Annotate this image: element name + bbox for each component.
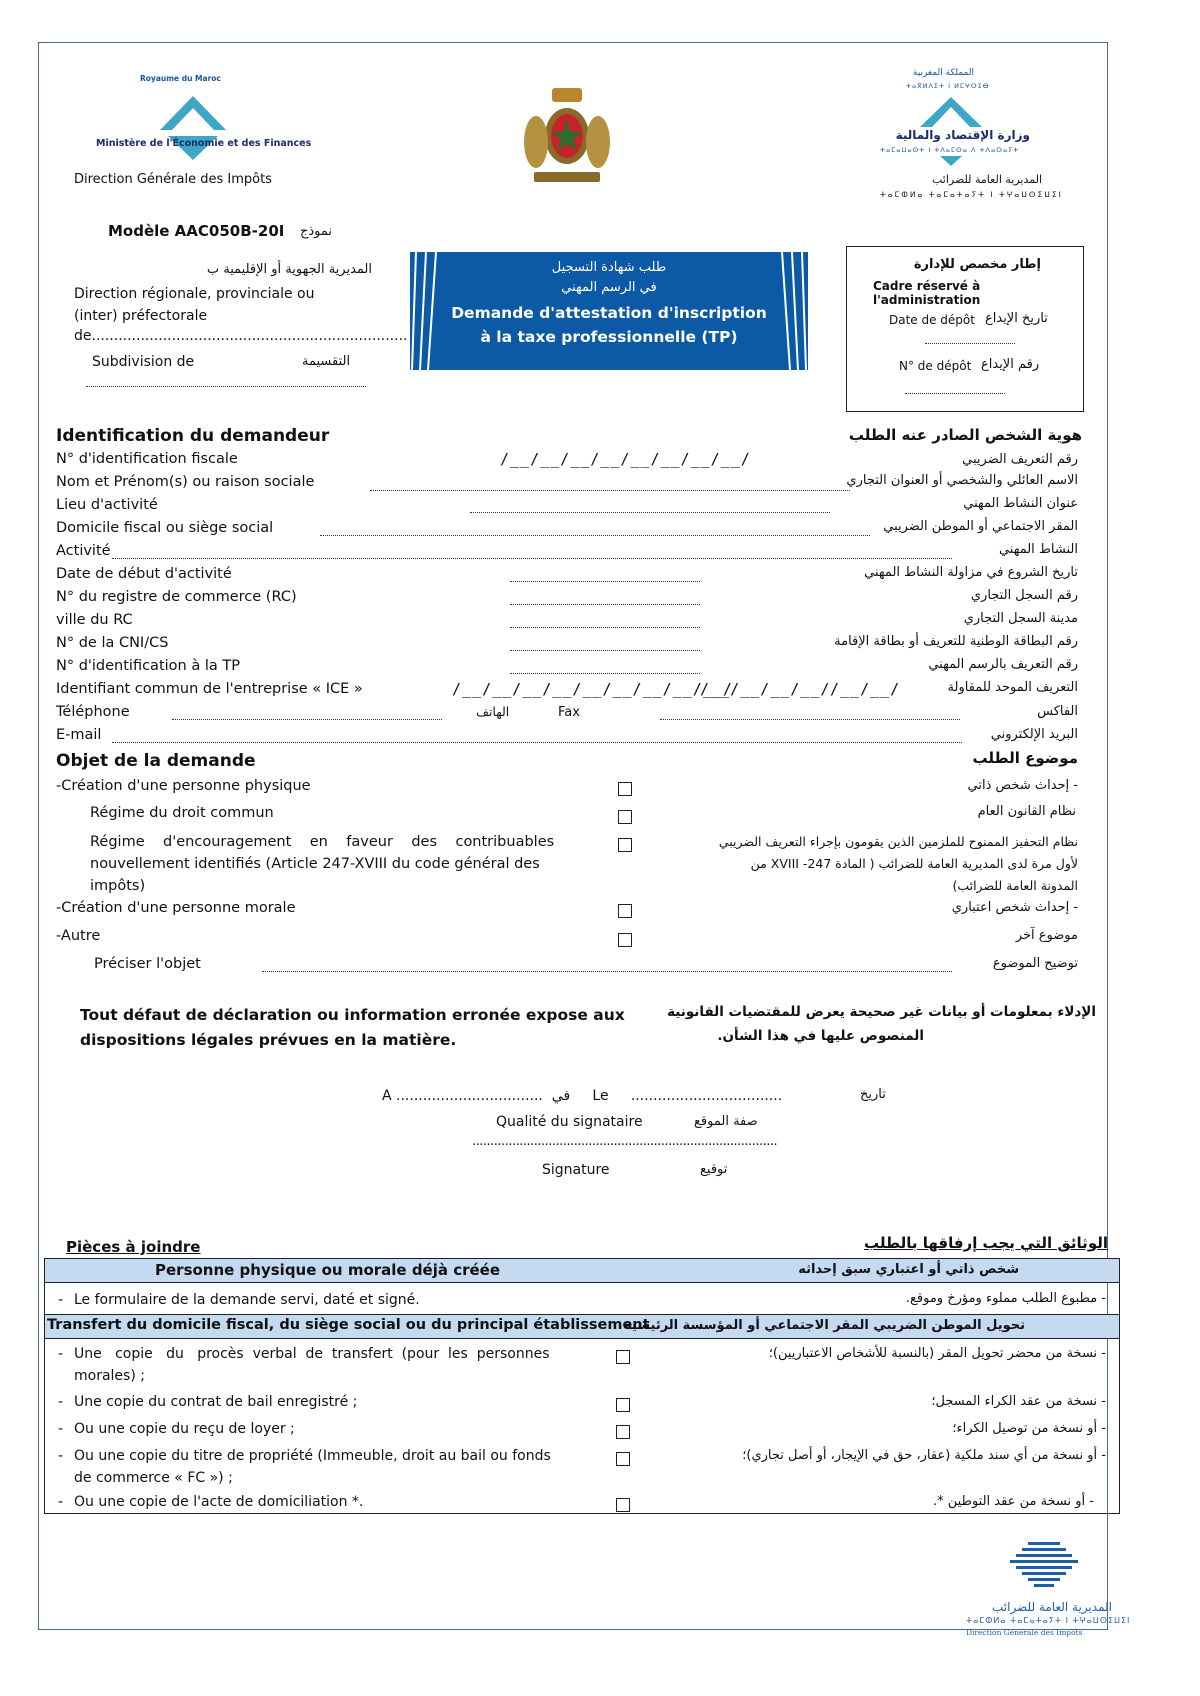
direction-fr-line3[interactable]: de....................................................................... bbox=[74, 328, 408, 344]
pieces-dash: - bbox=[58, 1394, 64, 1410]
objet-autre-ar: موضوع آخر bbox=[1015, 928, 1078, 943]
pieces-bail-line1: Une copie du contrat de bail enregistré ; bbox=[74, 1394, 358, 1410]
pieces-domiciliation-ar: - أو نسخة من عقد التوطين *. bbox=[933, 1494, 1094, 1509]
signature-ar: توقيع bbox=[700, 1162, 728, 1177]
objet-encouragement-ar-line1: نظام التحفيز الممنوح للملزمين الذين يقومون بإجراء التعريف الضريبي bbox=[718, 834, 1078, 849]
pieces-dash: - bbox=[58, 1421, 64, 1437]
field-phone-label: Téléphone bbox=[56, 704, 130, 720]
field-ville-rc-ar: مدينة السجل التجاري bbox=[963, 611, 1078, 626]
coat-of-arms-icon bbox=[522, 84, 612, 190]
admin-title-fr: Cadre réservé à l'administration bbox=[873, 279, 981, 307]
left-ministry: Ministère de l'Économie et des Finances bbox=[96, 138, 312, 149]
field-lieu-input[interactable] bbox=[470, 512, 830, 513]
pieces-section1-ar: شخص ذاتي أو اعتباري سبق إحداثه bbox=[798, 1262, 1019, 1277]
pieces-row1-ar: - مطبوع الطلب مملوء ومؤرخ وموقع. bbox=[905, 1291, 1106, 1306]
title-fr-line2: à la taxe professionnelle (TP) bbox=[480, 328, 738, 346]
footer-tif: ⵜⴰⵎⵀⵍⴰ ⵜⴰⵎⴰⵜⴰⵢⵜ ⵏ ⵜⵖⴰⵡⵙⵉⵡⵉⵏ bbox=[966, 1616, 1131, 1625]
objet-title-ar: موضوع الطلب bbox=[972, 749, 1078, 767]
subdivision-dots[interactable] bbox=[86, 386, 366, 387]
field-ville-rc-input[interactable] bbox=[510, 627, 700, 628]
field-rc-ar: رقم السجل التجاري bbox=[970, 588, 1078, 603]
admin-title-ar: إطار مخصص للإدارة bbox=[913, 257, 1041, 272]
dgi-left-logo bbox=[148, 92, 238, 162]
field-tp-ar: رقم التعريف بالرسم المهني bbox=[928, 657, 1078, 672]
pieces-section1-header bbox=[45, 1259, 1119, 1283]
field-date-debut-label: Date de début d'activité bbox=[56, 566, 232, 582]
pieces-dash: - bbox=[58, 1448, 64, 1464]
objet-title-fr: Objet de la demande bbox=[56, 751, 256, 771]
field-cni-label: N° de la CNI/CS bbox=[56, 635, 169, 651]
right-small-triangle-icon bbox=[938, 154, 964, 168]
pieces-dash: - bbox=[58, 1494, 64, 1510]
field-date-debut-ar: تاريخ الشروع في مزاولة النشاط المهني bbox=[864, 565, 1078, 580]
objet-autre-label: -Autre bbox=[56, 928, 101, 944]
footer-fr: Direction Générale des Impôts bbox=[966, 1628, 1083, 1637]
pieces-pv-line2: morales) ; bbox=[74, 1368, 145, 1384]
identification-title-ar: هوية الشخص الصادر عنه الطلب bbox=[848, 426, 1082, 444]
field-name-ar: الاسم العائلي والشخصي أو العنوان التجاري bbox=[846, 473, 1078, 488]
admin-num-fr: N° de dépôt bbox=[899, 359, 972, 373]
field-fax-input[interactable] bbox=[660, 719, 960, 720]
pieces-bail-checkbox[interactable] bbox=[616, 1398, 630, 1412]
field-tp-input[interactable] bbox=[510, 673, 700, 674]
objet-droit-commun-ar: نظام القانون العام bbox=[977, 804, 1076, 819]
objet-preciser-label: Préciser l'objet bbox=[94, 956, 201, 972]
field-email-label: E-mail bbox=[56, 727, 102, 743]
objet-encouragement-line1: Régime d'encouragement en faveur des contribuables bbox=[90, 834, 555, 850]
subdivision-fr: Subdivision de bbox=[92, 354, 195, 370]
left-dgi: Direction Générale des Impôts bbox=[74, 172, 272, 187]
field-fax-ar: الفاكس bbox=[1037, 704, 1078, 719]
admin-date-ar: تاريخ الإيداع bbox=[985, 311, 1048, 326]
right-ministry-ar: وزارة الإقتصاد والمالية bbox=[895, 128, 1030, 142]
signature-place-date[interactable]: A ................................. في Le .................................. bbox=[382, 1088, 783, 1104]
right-kingdom-tif: ⵜⴰⴳⵍⴷⵉⵜ ⵏ ⵍⵎⵖⵔⵉⴱ bbox=[906, 82, 990, 90]
pieces-loyer-checkbox[interactable] bbox=[616, 1425, 630, 1439]
dgi-footer-logo bbox=[1004, 1540, 1084, 1604]
field-email-input[interactable] bbox=[112, 742, 962, 743]
dgi-right-logo bbox=[910, 95, 992, 129]
right-dgi-ar: المديرية العامة للضرائب bbox=[932, 173, 1042, 186]
field-date-debut-input[interactable] bbox=[510, 581, 700, 582]
right-kingdom-ar: المملكة المغربية bbox=[912, 68, 974, 78]
title-box bbox=[410, 252, 808, 370]
pieces-pv-ar: - نسخة من محضر تحويل المقر (بالنسبة للأشخاص الاعتباريين)؛ bbox=[768, 1346, 1106, 1361]
title-ar-line2: في الرسم المهني bbox=[561, 280, 657, 295]
pieces-row1-dash: - bbox=[58, 1292, 64, 1308]
field-domicile-label: Domicile fiscal ou siège social bbox=[56, 520, 274, 536]
pieces-dash: - bbox=[58, 1346, 64, 1362]
model-ar: نموذج bbox=[300, 224, 333, 239]
field-lieu-label: Lieu d'activité bbox=[56, 497, 158, 513]
pieces-loyer-line1: Ou une copie du reçu de loyer ; bbox=[74, 1421, 295, 1437]
pieces-pv-line1: Une copie du procès verbal de transfert (pour les personnes bbox=[74, 1346, 550, 1362]
signature-fr: Signature bbox=[542, 1162, 610, 1178]
objet-droit-commun-checkbox[interactable] bbox=[618, 810, 632, 824]
pieces-domiciliation-line1: Ou une copie de l'acte de domiciliation *. bbox=[74, 1494, 364, 1510]
pieces-propriete-line2: de commerce « FC ») ; bbox=[74, 1470, 233, 1486]
right-dgi-tif: ⵜⴰⵎⵀⵍⴰ ⵜⴰⵎⴰⵜⴰⵢⵜ ⵏ ⵜⵖⴰⵡⵙⵉⵡⵉⵏ bbox=[880, 190, 1063, 199]
objet-morale-checkbox[interactable] bbox=[618, 904, 632, 918]
field-cni-input[interactable] bbox=[510, 650, 700, 651]
signature-date-ar: تاريخ bbox=[860, 1087, 886, 1102]
objet-encouragement-ar-line2: لأول مرة لدى المديرية العامة للضرائب ( المادة 247- XVIII من bbox=[750, 856, 1078, 871]
signature-qualite-fr: Qualité du signataire bbox=[496, 1114, 643, 1130]
field-phone-input[interactable] bbox=[172, 719, 442, 720]
pieces-section1-fr: Personne physique ou morale déjà créée bbox=[155, 1261, 501, 1279]
field-fiscal-id-ar: رقم التعريف الضريبي bbox=[962, 452, 1078, 467]
field-tp-label: N° d'identification à la TP bbox=[56, 658, 240, 674]
objet-preciser-input[interactable] bbox=[262, 971, 952, 972]
pieces-section2-fr: Transfert du domicile fiscal, du siège social ou du principal établissement bbox=[47, 1317, 650, 1333]
signature-qualite-dots[interactable]: .................................................................................... bbox=[472, 1134, 778, 1149]
direction-ar: المديرية الجهوية أو الإقليمية ب bbox=[206, 262, 372, 277]
pieces-section2-header bbox=[45, 1315, 1119, 1339]
field-fax-label: Fax bbox=[558, 705, 580, 720]
field-phone-ar: الهاتف bbox=[476, 704, 510, 719]
admin-num-dots[interactable] bbox=[905, 393, 1005, 394]
admin-num-ar: رقم الإيداع bbox=[981, 357, 1040, 372]
field-ice-label: Identifiant commun de l'entreprise « ICE » bbox=[56, 681, 363, 697]
field-activite-input[interactable] bbox=[112, 558, 952, 559]
direction-fr-line1: Direction régionale, provinciale ou bbox=[74, 286, 315, 302]
direction-fr-line2: (inter) préfectorale bbox=[74, 308, 208, 324]
title-ar-line1: طلب شهادة التسجيل bbox=[551, 260, 667, 275]
objet-encouragement-line3: impôts) bbox=[90, 878, 146, 894]
warning-fr-line1: Tout défaut de déclaration ou information erronée expose aux bbox=[80, 1006, 625, 1024]
admin-date-dots[interactable] bbox=[925, 343, 1015, 344]
field-ice-input-1[interactable]: /__/__/__/__/__/__/__/__/__/ bbox=[452, 680, 733, 698]
pieces-row1-fr: Le formulaire de la demande servi, daté et signé. bbox=[74, 1292, 420, 1308]
model-code: Modèle AAC050B-20I bbox=[108, 222, 285, 240]
pieces-title-ar: الوثائق التي يجب إرفاقها بالطلب bbox=[864, 1234, 1108, 1252]
field-ice-ar: التعريف الموحد للمقاولة bbox=[947, 680, 1078, 695]
pieces-title-fr: Pièces à joindre bbox=[66, 1238, 201, 1256]
field-ice-input-3[interactable]: /__/__/ bbox=[830, 680, 901, 698]
title-fr-line1: Demande d'attestation d'inscription bbox=[451, 304, 767, 322]
field-fiscal-id-input[interactable]: /__/__/__/__/__/__/__/__/ bbox=[500, 450, 751, 468]
pieces-propriete-line1: Ou une copie du titre de propriété (Immeuble, droit au bail ou fonds bbox=[74, 1448, 551, 1464]
field-rc-label: N° du registre de commerce (RC) bbox=[56, 589, 297, 605]
objet-encouragement-ar-line3: المدونة العامة للضرائب) bbox=[952, 878, 1078, 893]
field-domicile-input[interactable] bbox=[320, 535, 870, 536]
objet-droit-commun-label: Régime du droit commun bbox=[90, 805, 274, 821]
warning-fr-line2: dispositions légales prévues en la matière. bbox=[80, 1031, 457, 1049]
objet-preciser-ar: توضيح الموضوع bbox=[992, 956, 1078, 971]
field-email-ar: البريد الإلكتروني bbox=[990, 727, 1078, 742]
objet-autre-checkbox[interactable] bbox=[618, 933, 632, 947]
footer-ar: المديرية العامة للضرائب bbox=[992, 1600, 1112, 1614]
pieces-domiciliation-checkbox[interactable] bbox=[616, 1498, 630, 1512]
warning-ar-line1: الإدلاء بمعلومات أو بيانات غير صحيحة يعرض للمقتضيات القانونية bbox=[667, 1004, 1096, 1020]
field-ville-rc-label: ville du RC bbox=[56, 612, 133, 628]
field-ice-input-2[interactable]: /__/__/__/__/ bbox=[700, 680, 831, 698]
identification-title-fr: Identification du demandeur bbox=[56, 426, 330, 446]
objet-physique-checkbox[interactable] bbox=[618, 782, 632, 796]
field-domicile-ar: المقر الاجتماعي أو الموطن الضريبي bbox=[883, 519, 1078, 534]
field-activite-label: Activité bbox=[56, 543, 111, 559]
pieces-pv-checkbox[interactable] bbox=[616, 1350, 630, 1364]
field-lieu-ar: عنوان النشاط المهني bbox=[963, 496, 1078, 511]
field-activite-ar: النشاط المهني bbox=[998, 542, 1078, 557]
field-name-label: Nom et Prénom(s) ou raison sociale bbox=[56, 474, 315, 490]
pieces-section2-ar: تحويل الموطن الضريبي المقر الاجتماعي أو المؤسسة الرئيسية bbox=[624, 1318, 1025, 1333]
admin-date-fr: Date de dépôt bbox=[889, 313, 975, 327]
pieces-bail-ar: - نسخة من عقد الكراء المسجل؛ bbox=[931, 1394, 1106, 1409]
warning-ar-line2: المنصوص عليها في هذا الشأن. bbox=[717, 1028, 924, 1044]
objet-encouragement-line2: nouvellement identifiés (Article 247-XVIII du code général des bbox=[90, 856, 540, 872]
objet-physique-ar: - إحداث شخص ذاتي bbox=[967, 778, 1078, 793]
objet-morale-ar: - إحداث شخص اعتباري bbox=[951, 900, 1078, 915]
field-fiscal-id-label: N° d'identification fiscale bbox=[56, 451, 238, 467]
subdivision-ar: التقسيمة bbox=[302, 354, 351, 369]
left-kingdom: Royaume du Maroc bbox=[140, 74, 221, 83]
objet-morale-label: -Création d'une personne morale bbox=[56, 900, 296, 916]
field-cni-ar: رقم البطاقة الوطنية للتعريف أو بطاقة الإقامة bbox=[834, 634, 1078, 649]
pieces-propriete-checkbox[interactable] bbox=[616, 1452, 630, 1466]
field-name-input[interactable] bbox=[370, 490, 850, 491]
pieces-loyer-ar: - أو نسخة من توصيل الكراء؛ bbox=[952, 1421, 1106, 1436]
signature-qualite-ar: صفة الموقع bbox=[694, 1114, 758, 1129]
right-ministry-tif: ⵜⴰⵎⴰⵡⴰⵙⵜ ⵏ ⵜⴷⴰⵎⵙⴰ ⴷ ⵜⴷⴰⵔⴰⵢⵜ bbox=[880, 146, 1020, 154]
field-rc-input[interactable] bbox=[510, 604, 700, 605]
pieces-propriete-ar: - أو نسخة من أي سند ملكية (عقار، حق في الإيجار، أو أصل تجاري)؛ bbox=[742, 1448, 1106, 1463]
admin-box bbox=[846, 246, 1084, 412]
objet-encouragement-checkbox[interactable] bbox=[618, 838, 632, 852]
objet-physique-label: -Création d'une personne physique bbox=[56, 778, 311, 794]
